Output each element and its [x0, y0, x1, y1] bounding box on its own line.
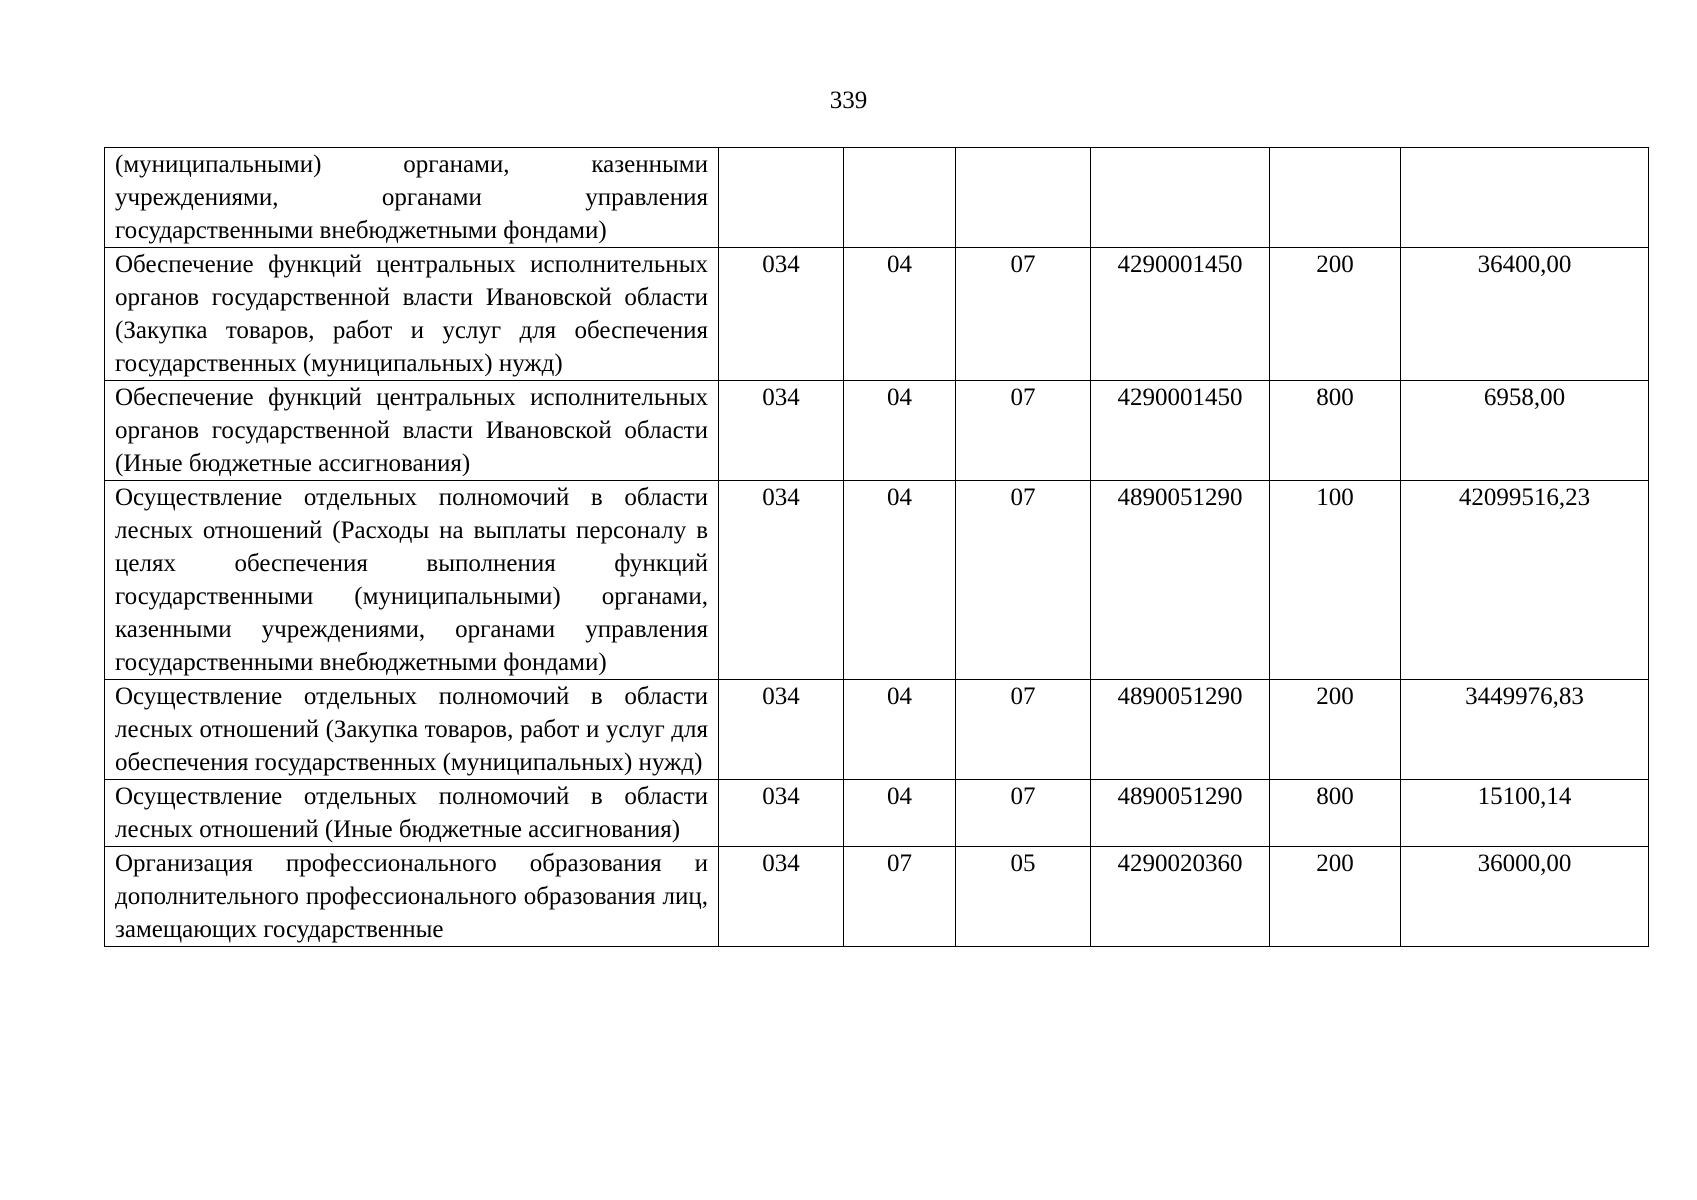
row-description: Осуществление отдельных полномочий в области лесных отношений (Закупка товаров, работ и услуг для обеспечения государственных (муниципальных) нужд): [105, 680, 719, 780]
section-code: [844, 148, 956, 248]
ministry-code: 034: [719, 381, 844, 481]
table-row: [105, 148, 1649, 248]
subsection-code: 07: [956, 381, 1091, 481]
section-code: 04: [844, 780, 956, 847]
table-row: [105, 481, 1649, 680]
amount: 36400,00: [1401, 248, 1649, 381]
expense-type-code: [1270, 148, 1401, 248]
amount: 42099516,23: [1401, 481, 1649, 680]
amount: 15100,14: [1401, 780, 1649, 847]
budget-table: [104, 147, 1649, 947]
section-code: 07: [844, 847, 956, 947]
row-description: (муниципальными) органами, казенными учреждениями, органами управления государственными внебюджетными фондами): [105, 148, 719, 248]
row-description: Осуществление отдельных полномочий в области лесных отношений (Расходы на выплаты персоналу в целях обеспечения выполнения функций государственными (муниципальными) органами, казенными учреждениями, органами управления государственными внебюджетными фондами): [105, 481, 719, 680]
row-description: Осуществление отдельных полномочий в области лесных отношений (Иные бюджетные ассигнования): [105, 780, 719, 847]
expense-type-code: 100: [1270, 481, 1401, 680]
expense-type-code: 200: [1270, 248, 1401, 381]
section-code: 04: [844, 248, 956, 381]
target-article-code: 4890051290: [1091, 780, 1270, 847]
target-article-code: 4890051290: [1091, 481, 1270, 680]
section-code: 04: [844, 381, 956, 481]
expense-type-code: 200: [1270, 847, 1401, 947]
ministry-code: [719, 148, 844, 248]
subsection-code: 07: [956, 780, 1091, 847]
page-number: 339: [829, 87, 868, 114]
target-article-code: 4290001450: [1091, 381, 1270, 481]
amount: 36000,00: [1401, 847, 1649, 947]
table-row: [105, 381, 1649, 481]
target-article-code: [1091, 148, 1270, 248]
ministry-code: 034: [719, 680, 844, 780]
table-row: [105, 847, 1649, 947]
row-description: Обеспечение функций центральных исполнительных органов государственной власти Ивановской области (Закупка товаров, работ и услуг для обеспечения государственных (муниципальных) нужд): [105, 248, 719, 381]
subsection-code: 07: [956, 248, 1091, 381]
ministry-code: 034: [719, 248, 844, 381]
table-row: [105, 680, 1649, 780]
table-row: [105, 248, 1649, 381]
target-article-code: 4290020360: [1091, 847, 1270, 947]
section-code: 04: [844, 680, 956, 780]
amount: 6958,00: [1401, 381, 1649, 481]
subsection-code: 07: [956, 481, 1091, 680]
table-row: [105, 780, 1649, 847]
ministry-code: 034: [719, 481, 844, 680]
expense-type-code: 800: [1270, 780, 1401, 847]
amount: 3449976,83: [1401, 680, 1649, 780]
ministry-code: 034: [719, 847, 844, 947]
subsection-code: 05: [956, 847, 1091, 947]
section-code: 04: [844, 481, 956, 680]
subsection-code: 07: [956, 680, 1091, 780]
ministry-code: 034: [719, 780, 844, 847]
target-article-code: 4890051290: [1091, 680, 1270, 780]
subsection-code: [956, 148, 1091, 248]
expense-type-code: 800: [1270, 381, 1401, 481]
row-description: Обеспечение функций центральных исполнительных органов государственной власти Ивановской области (Иные бюджетные ассигнования): [105, 381, 719, 481]
target-article-code: 4290001450: [1091, 248, 1270, 381]
row-description: Организация профессионального образования и дополнительного профессионального образования лиц, замещающих государственные: [105, 847, 719, 947]
amount: [1401, 148, 1649, 248]
expense-type-code: 200: [1270, 680, 1401, 780]
